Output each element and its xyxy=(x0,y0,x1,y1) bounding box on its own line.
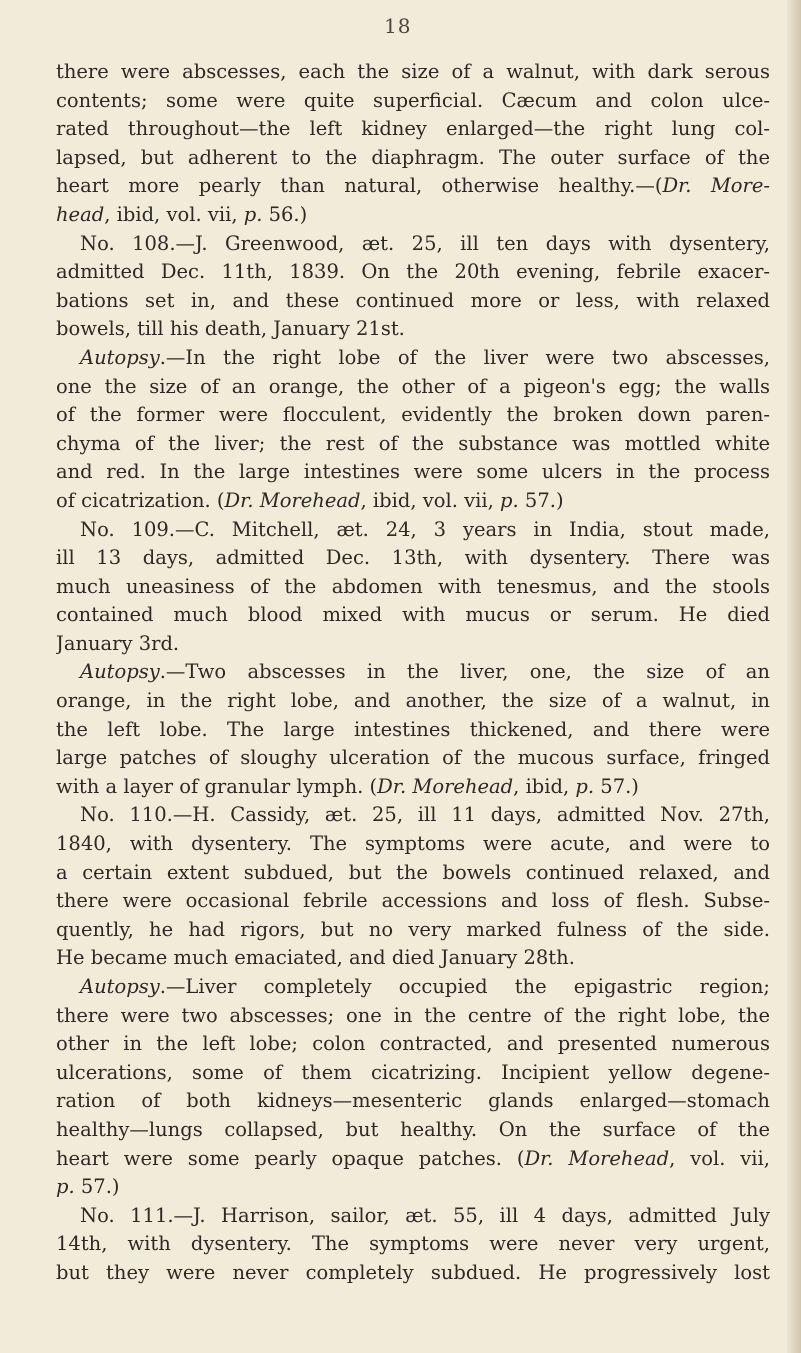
text-line: He became much emaciated, and died January 28th. xyxy=(56,946,575,970)
text-line: No. 110.—H. Cassidy, æt. 25, ill 11 days, admitted Nov. 27th, xyxy=(80,803,770,827)
text-line: contained much blood mixed with mucus or serum. He died xyxy=(56,603,770,627)
text-line: bowels, till his death, January 21st. xyxy=(56,317,405,341)
text-line: January 3rd. xyxy=(56,631,180,655)
text-line: ill 13 days, admitted Dec. 13th, with dysentery. There was xyxy=(56,546,770,570)
text-line: No. 108.—J. Greenwood, æt. 25, ill ten days with dysentery, xyxy=(80,231,770,255)
page-edge xyxy=(787,0,801,1353)
text-line: quently, he had rigors, but no very marked fulness of the side. xyxy=(56,917,770,941)
body-text xyxy=(56,58,770,1288)
text-line: head, ibid, vol. vii, p. 56.) xyxy=(56,202,308,226)
text-line: with a layer of granular lymph. (Dr. Morehead, ibid, p. 57.) xyxy=(56,774,639,798)
text-line: heart were some pearly opaque patches. (Dr. Morehead, vol. vii, xyxy=(56,1146,770,1170)
text-line: there were abscesses, each the size of a walnut, with dark serous xyxy=(56,60,770,83)
text-line: other in the left lobe; colon contracted, and presented numerous xyxy=(56,1032,770,1056)
text-line: admitted Dec. 11th, 1839. On the 20th evening, febrile exacer- xyxy=(56,260,770,284)
text-line: healthy—lungs collapsed, but healthy. On the surface of the xyxy=(56,1117,770,1141)
text-line: ulcerations, some of them cicatrizing. Incipient yellow degene- xyxy=(56,1060,770,1084)
text-line: Autopsy.—Liver completely occupied the epigastric region; xyxy=(80,975,770,998)
text-line: contents; some were quite superficial. Cæcum and colon ulce- xyxy=(56,88,770,112)
text-line: No. 109.—C. Mitchell, æt. 24, 3 years in India, stout made, xyxy=(80,517,770,541)
text-line: Autopsy.—Two abscesses in the liver, one, the size of an xyxy=(80,660,770,684)
text-line: heart more pearly than natural, otherwise healthy.—(Dr. More- xyxy=(56,174,770,198)
text-line: chyma of the liver; the rest of the substance was mottled white xyxy=(56,431,770,455)
text-line: ration of both kidneys—mesenteric glands enlarged—stomach xyxy=(56,1089,770,1113)
text-line: a certain extent subdued, but the bowels continued relaxed, and xyxy=(56,860,770,884)
text-line: 1840, with dysentery. The symptoms were acute, and were to xyxy=(56,832,770,856)
text-line: large patches of sloughy ulceration of the mucous surface, fringed xyxy=(56,746,770,770)
text-line: but they were never completely subdued. He progressively lost xyxy=(56,1260,770,1284)
text-line: lapsed, but adherent to the diaphragm. The outer surface of the xyxy=(56,145,770,169)
text-line: there were occasional febrile accessions and loss of flesh. Subse- xyxy=(56,889,770,913)
text-line: there were two abscesses; one in the centre of the right lobe, the xyxy=(56,1003,770,1027)
text-line: 14th, with dysentery. The symptoms were never very urgent, xyxy=(56,1232,770,1256)
text-line: of the former were flocculent, evidently the broken down paren- xyxy=(56,403,770,427)
text-line: much uneasiness of the abdomen with tenesmus, and the stools xyxy=(56,574,770,598)
text-line: bations set in, and these continued more or less, with relaxed xyxy=(56,288,770,312)
text-line: p. 57.) xyxy=(56,1175,120,1199)
text-line: Autopsy.—In the right lobe of the liver were two abscesses, xyxy=(80,345,770,369)
text-line: one the size of an orange, the other of a pigeon's egg; the walls xyxy=(56,374,770,398)
text-line: rated throughout—the left kidney enlarged—the right lung col- xyxy=(56,117,770,141)
text-line: the left lobe. The large intestines thickened, and there were xyxy=(56,717,770,741)
text-line: of cicatrization. (Dr. Morehead, ibid, vol. vii, p. 57.) xyxy=(56,488,564,512)
text-line: orange, in the right lobe, and another, the size of a walnut, in xyxy=(56,689,770,713)
text-line: and red. In the large intestines were some ulcers in the process xyxy=(56,460,770,484)
page-number: 18 xyxy=(384,14,412,38)
text-line: No. 111.—J. Harrison, sailor, æt. 55, ill 4 days, admitted July xyxy=(80,1203,770,1227)
